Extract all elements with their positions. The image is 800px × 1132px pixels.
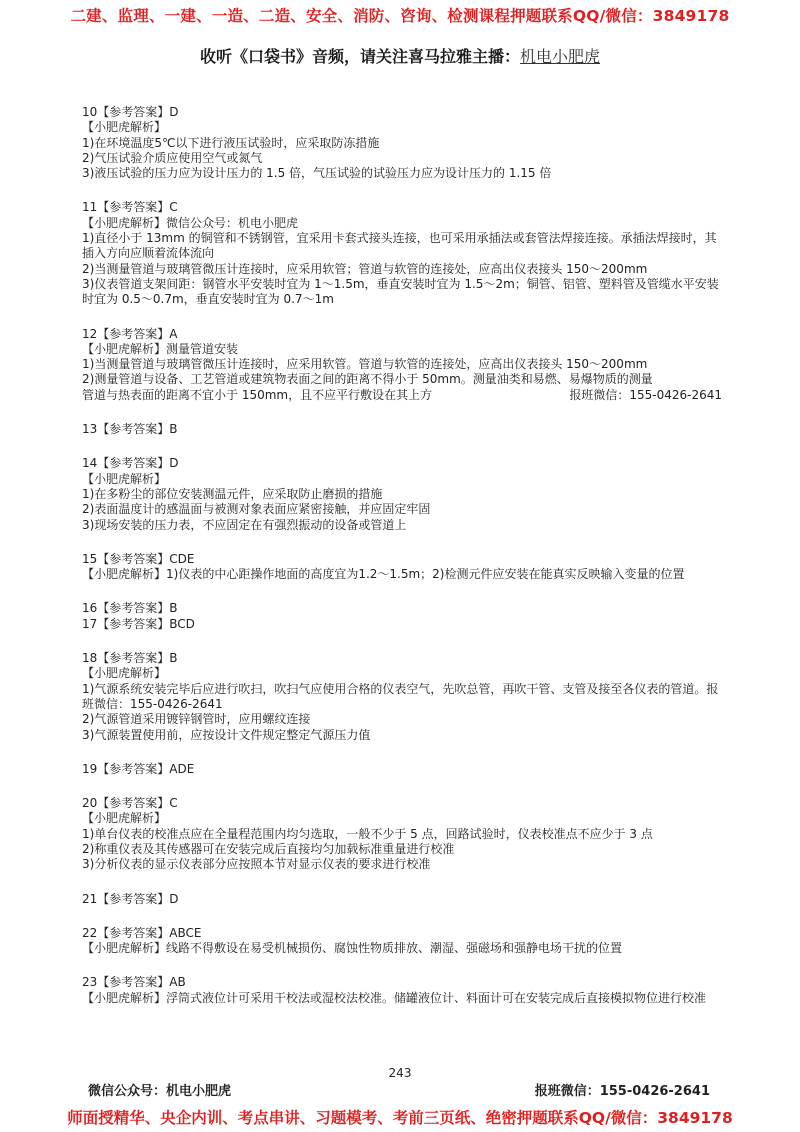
answer-line: 2)气源管道采用镀锌钢管时，应用螺纹连接 — [82, 712, 311, 727]
answer-line: 2)表面温度计的感温面与被测对象表面应紧密接触，并应固定牢固 — [82, 502, 431, 517]
answer-block-q10 — [82, 105, 722, 181]
answer-line: 【小肥虎解析】测量管道安装 — [82, 341, 239, 356]
subtitle — [0, 44, 800, 67]
answer-block-q18 — [82, 651, 722, 743]
answer-block-q15 — [82, 552, 722, 583]
answer-line: 3)现场安装的压力表，不应固定在有强烈振动的设备或管道上 — [82, 517, 407, 532]
answer-line: 2)测量管道与设备、工艺管道或建筑物表面之间的距离不得小于 50mm。测量油类和易燃、易爆物质的测量 — [82, 372, 653, 387]
bottom-banner: 师面授精华、央企内训、考点串讲、习题模考、考前三页纸、绝密押题联系QQ/微信：3849178 — [67, 1109, 733, 1127]
footer-wechat-account: 微信公众号：机电小肥虎 — [88, 1084, 232, 1099]
answer-block-q23 — [82, 975, 722, 1006]
answer-heading: 15【参考答案】CDE — [82, 551, 195, 566]
answer-heading: 18【参考答案】B — [82, 651, 178, 666]
footer-contact: 报班微信：155-0426-2641 — [534, 1084, 710, 1099]
answer-block-q14 — [82, 456, 722, 532]
subtitle-host-link[interactable]: 机电小肥虎 — [520, 47, 601, 66]
answer-line: 【小肥虎解析】 — [82, 811, 167, 826]
subtitle-prefix: 收听《口袋书》音频，请关注喜马拉雅主播： — [199, 47, 520, 66]
answer-line: 1)直径小于 13mm 的铜管和不锈钢管，宜采用卡套式接头连接，也可采用承插法或套管法焊接连接。承插法焊接时，其插入方向应顺着流体流向 — [82, 231, 717, 261]
answer-line-with-contact — [82, 388, 722, 403]
answer-heading: 21【参考答案】D — [82, 891, 179, 906]
answer-line: 1)当测量管道与玻璃管微压计连接时，应采用软管。管道与软管的连接处，应高出仪表接头 150～200mm — [82, 357, 648, 372]
answer-line: 3)仪表管道支架间距：钢管水平安装时宜为 1～1.5m，垂直安装时宜为 1.5～2m；铜管、铝管、塑料管及管缆水平安装时宜为 0.5～0.7m，垂直安装时宜为 0.7～1m — [82, 276, 719, 307]
answer-line: 1)单台仪表的校准点应在全量程范围内均匀选取，一般不少于 5 点，回路试验时，仪表校准点不应少于 3 点 — [82, 826, 653, 841]
answer-heading: 13【参考答案】B — [82, 422, 178, 437]
answer-line: 3)液压试验的压力应为设计压力的 1.5 倍，气压试验的试验压力应为设计压力的 1.15 倍 — [82, 166, 552, 181]
answer-line: 【小肥虎解析】 — [82, 666, 167, 681]
answer-block-q12 — [82, 327, 722, 403]
answer-heading: 19【参考答案】ADE — [82, 761, 195, 776]
answer-line: 1)在多粉尘的部位安装测温元件，应采取防止磨损的措施 — [82, 486, 383, 501]
answer-line: 2)气压试验介质应使用空气或氮气 — [82, 150, 263, 165]
answer-line: 1)气源系统安装完毕后应进行吹扫，吹扫气应使用合格的仪表空气，先吹总管，再吹干管、支管及接至各仪表的管道。报班微信：155-0426-2641 — [82, 681, 719, 711]
answer-heading: 22【参考答案】ABCE — [82, 925, 202, 940]
answer-heading: 12【参考答案】A — [82, 326, 178, 341]
answer-line: 【小肥虎解析】微信公众号：机电小肥虎 — [82, 215, 299, 230]
answer-block-q19 — [82, 762, 722, 777]
answer-line: 【小肥虎解析】 — [82, 471, 167, 486]
answer-line: 【小肥虎解析】浮筒式液位计可采用干校法或湿校法校准。储罐液位计、料面计可在安装完成后直接模拟物位进行校准 — [82, 990, 707, 1005]
answer-heading: 14【参考答案】D — [82, 456, 179, 471]
page-number: 243 — [388, 1066, 412, 1080]
answer-heading: 17【参考答案】BCD — [82, 616, 195, 631]
inline-contact: 报班微信：155-0426-2641 — [569, 387, 722, 402]
answer-heading: 20【参考答案】C — [82, 796, 178, 811]
top-banner: 二建、监理、一建、一造、二造、安全、消防、咨询、检测课程押题联系QQ/微信：3849178 — [70, 7, 730, 25]
answer-line: 1)在环境温度5℃以下进行液压试验时，应采取防冻措施 — [82, 135, 380, 150]
answer-line: 2)称重仪表及其传感器可在安装完成后直接均匀加载标准重量进行校准 — [82, 841, 455, 856]
answer-block-q17 — [82, 617, 722, 632]
answer-block-q20 — [82, 796, 722, 872]
answer-block-q16 — [82, 601, 722, 616]
answer-line: 【小肥虎解析】 — [82, 120, 167, 135]
answer-heading: 11【参考答案】C — [82, 200, 178, 215]
answer-heading: 16【参考答案】B — [82, 601, 178, 616]
answer-heading: 10【参考答案】D — [82, 105, 179, 119]
answer-block-q22 — [82, 926, 722, 957]
answer-block-q11 — [82, 200, 722, 307]
answer-heading: 23【参考答案】AB — [82, 975, 186, 990]
answer-block-q13 — [82, 422, 722, 437]
answer-line: 【小肥虎解析】1)仪表的中心距操作地面的高度宜为1.2～1.5m；2)检测元件应安装在能真实反映输入变量的位置 — [82, 567, 685, 582]
answer-line: 【小肥虎解析】线路不得敷设在易受机械损伤、腐蚀性物质排放、潮湿、强磁场和强静电场干扰的位置 — [82, 941, 623, 956]
answer-block-q21 — [82, 892, 722, 907]
answer-line: 2)当测量管道与玻璃管微压计连接时，应采用软管；管道与软管的连接处，应高出仪表接头 150～200mm — [82, 261, 648, 276]
answer-list — [82, 105, 722, 1025]
answer-line: 管道与热表面的距离不宜小于 150mm，且不应平行敷设在其上方 — [82, 387, 433, 402]
answer-line: 3)分析仪表的显示仪表部分应按照本节对显示仪表的要求进行校准 — [82, 857, 431, 872]
answer-line: 3)气源装置使用前，应按设计文件规定整定气源压力值 — [82, 727, 371, 742]
